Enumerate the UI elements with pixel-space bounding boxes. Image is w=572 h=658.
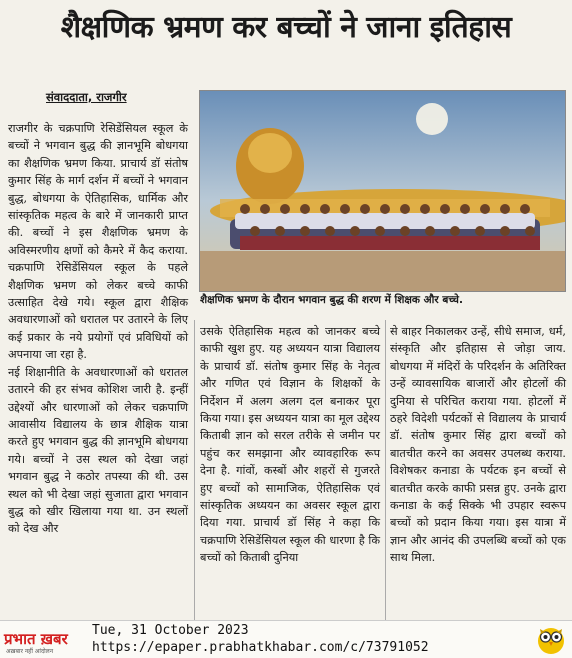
newspaper-tagline: अख़बार नहीं आंदोलन xyxy=(6,648,54,655)
epaper-link[interactable]: https://epaper.prabhatkhabar.com/c/73791052 xyxy=(92,640,429,655)
group-photo-illustration xyxy=(200,91,565,291)
article-photo xyxy=(199,90,566,292)
photo-caption: शैक्षणिक भ्रमण के दौरान भगवान बुद्ध की शरण में शिक्षक और बच्चे. xyxy=(200,294,463,306)
owl-icon xyxy=(536,623,566,655)
article-column-2 xyxy=(200,323,380,567)
column1-paragraph-2: नई शिक्षानीति के अवधारणाओं को धरातल उतारने की हर संभव कोशिश जारी है. इन्हीं उद्देश्यों और धारणाओं को लेकर चक्रपाणि आवासीय विद्यालय के छात्र शैक्षिक यात्रा करते हुए भगवान बुद्ध की ज्ञानभूमि बोधगया गये। बच्चों ने उस स्थल को देखा जहां भगवान बुद्ध ने कठोर तपस्या की थी. उस स्थल को भी देखा जहां सुजाता द्वारा भगवान बुद्ध को खीर खिलाया गया था. उन स्थलों को देख और xyxy=(8,365,188,536)
column1-paragraph-1: राजगीर के चक्रपाणि रेसिडेंसियल स्कूल के बच्चों ने भगवान बुद्ध की ज्ञानभूमि बोधगया का शैक्षणिक भ्रमण किया. प्राचार्य डॉ संतोष कुमार सिंह के मार्ग दर्शन में बच्चों ने भगवान बुद्ध, बोधगया के ऐतिहासिक, धार्मिक और सांस्कृतिक महत्व के बारे में जानकारी प्राप्त की. बच्चों ने इस शैक्षणिक भ्रमण के अविस्मरणीय क्षणों को कैमरे में कैद कराया. चक्रपाणि रेसिडेंसियल स्कूल के पहले शैक्षणिक भ्रमण को लेकर बच्चे काफी उत्साहित देखे गये। स्कूल द्वारा शैक्षिक अवधारणाओं को धरातल पर उतारने के लिए कई प्रकार के नये प्रयोगों एवं प्रविधियों को अपनाया जा रहा है. xyxy=(8,122,188,362)
publication-date: Tue, 31 October 2023 xyxy=(92,623,249,638)
page-footer xyxy=(0,620,572,658)
newspaper-logo: प्रभात ख़बर xyxy=(4,630,68,648)
column-divider xyxy=(194,320,195,620)
article-column-1 xyxy=(8,120,188,538)
column-divider xyxy=(385,320,386,620)
headline: शैक्षणिक भ्रमण कर बच्चों ने जाना इतिहास xyxy=(60,10,512,45)
byline: संवाददाता, राजगीर xyxy=(46,90,127,104)
column3-text: से बाहर निकालकर उन्हें, सीधे समाज, धर्म, संस्कृति और इतिहास से जोड़ा जाय. बोधगया में मंदिरों के परिदर्शन के अतिरिक्त उन्हें व्यावसायिक बाजारों और होटलों की दुनिया से परिचित कराया गया. होटलों में ठहरे विदेशी पर्यटकों से विद्यालय के प्राचार्य डॉ. संतोष कुमार सिंह द्वारा बच्चों को बातचीत करने का अवसर उपलब्ध कराया. विशेषकर कनाडा के पर्यटक इन बच्चों से बातचीत करके काफी प्रसन्न हुए. उनके द्वारा कनाडा के कई सिक्के भी उपहार स्वरूप बच्चों को प्रदान किया गया। इस यात्रा में ज्ञान और आनंद की उपलब्धि बच्चों को एक साथ मिला. xyxy=(390,325,566,565)
article-column-3 xyxy=(390,323,566,567)
column2-text: उसके ऐतिहासिक महत्व को जानकर बच्चे काफी खुश हुए. यह अध्ययन यात्रा विद्यालय के प्राचार्य डॉ. संतोष कुमार सिंह के नेतृत्व और गणित एवं विज्ञान के शिक्षकों के निर्देशन में अलग अलग दल बनाकर पूरा किया गया। इस अध्ययन यात्रा का मूल उद्देश्य किताबी ज्ञान को सरल तरीके से जमीन पर पहुंच कर समझाना और व्यावहारिक रूप देना है. गांवों, कस्बों और शहरों से गुजरते हुए बच्चों को सामाजिक, ऐतिहासिक एवं सांस्कृतिक अध्ययन का अवसर स्कूल द्वारा दिया गया. प्राचार्य डॉ सिंह ने कहा कि चक्रपाणि रेसिडेंसियल स्कूल की धारणा है कि बच्चों को किताबी दुनिया xyxy=(200,325,380,565)
